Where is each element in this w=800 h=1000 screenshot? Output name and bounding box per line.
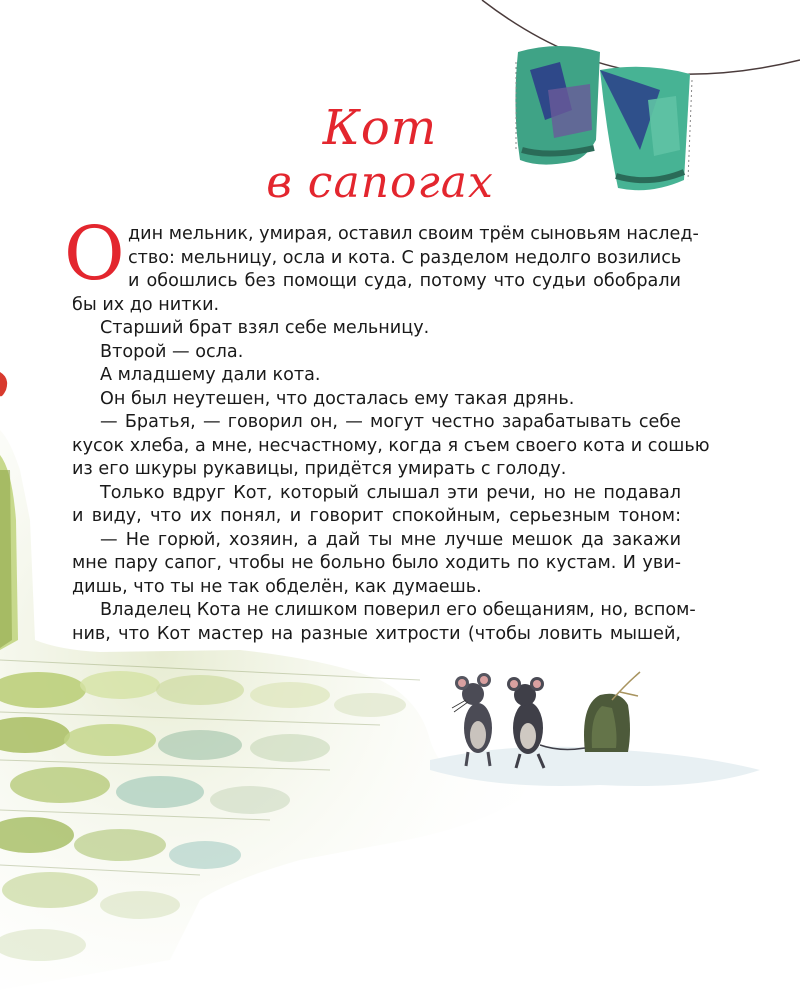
- story-line: дин мельник, умирая, оставил своим трём сыновьям наслед-: [128, 224, 699, 244]
- story-line: — Братья, — говорил он, — могут честно зарабатывать себе: [100, 412, 681, 432]
- story-line: бы их до нитки.: [72, 294, 220, 315]
- story-line: из его шкуры рукавицы, придётся умирать с голоду.: [72, 459, 567, 479]
- story-line: и виду, что их понял, и говорит спокойным, серьезным тоном:: [72, 506, 681, 526]
- story-line: Старший брат взял себе мельницу.: [100, 318, 430, 338]
- story-line: — Не горюй, хозяин, а дай ты мне лучше мешок да закажи: [100, 529, 681, 550]
- story-line: А младшему дали кота.: [100, 365, 321, 385]
- story-line: Только вдруг Кот, который слышал эти речи, но не подавал: [100, 482, 681, 503]
- story-line: Второй — осла.: [100, 341, 244, 362]
- story-line: нив, что Кот мастер на разные хитрости (чтобы ловить мышей,: [72, 623, 681, 644]
- story-line: мне пару сапог, чтобы не больно было ходить по кустам. И уви-: [72, 553, 681, 573]
- story-line: дишь, что ты не так обделён, как думаешь.: [72, 576, 482, 597]
- title-line-2: в сапогах: [266, 157, 494, 208]
- story-line: кусок хлеба, а мне, несчастному, когда я съем своего кота и сошью: [72, 435, 710, 456]
- story-text: [64, 211, 710, 646]
- story-line: Владелец Кота не слишком поверил его обещаниям, но, вспом-: [100, 600, 696, 620]
- title-line-1: Кот: [322, 100, 438, 156]
- drop-cap-letter: О: [64, 211, 125, 297]
- story-line: Он был неутешен, что досталась ему такая дрянь.: [100, 388, 575, 409]
- red-accent-mark: [0, 372, 7, 396]
- story-line: и обошлись без помощи суда, потому что судьи обобрали: [128, 271, 681, 291]
- story-line: ство: мельницу, осла и кота. С разделом недолго возились: [128, 247, 682, 268]
